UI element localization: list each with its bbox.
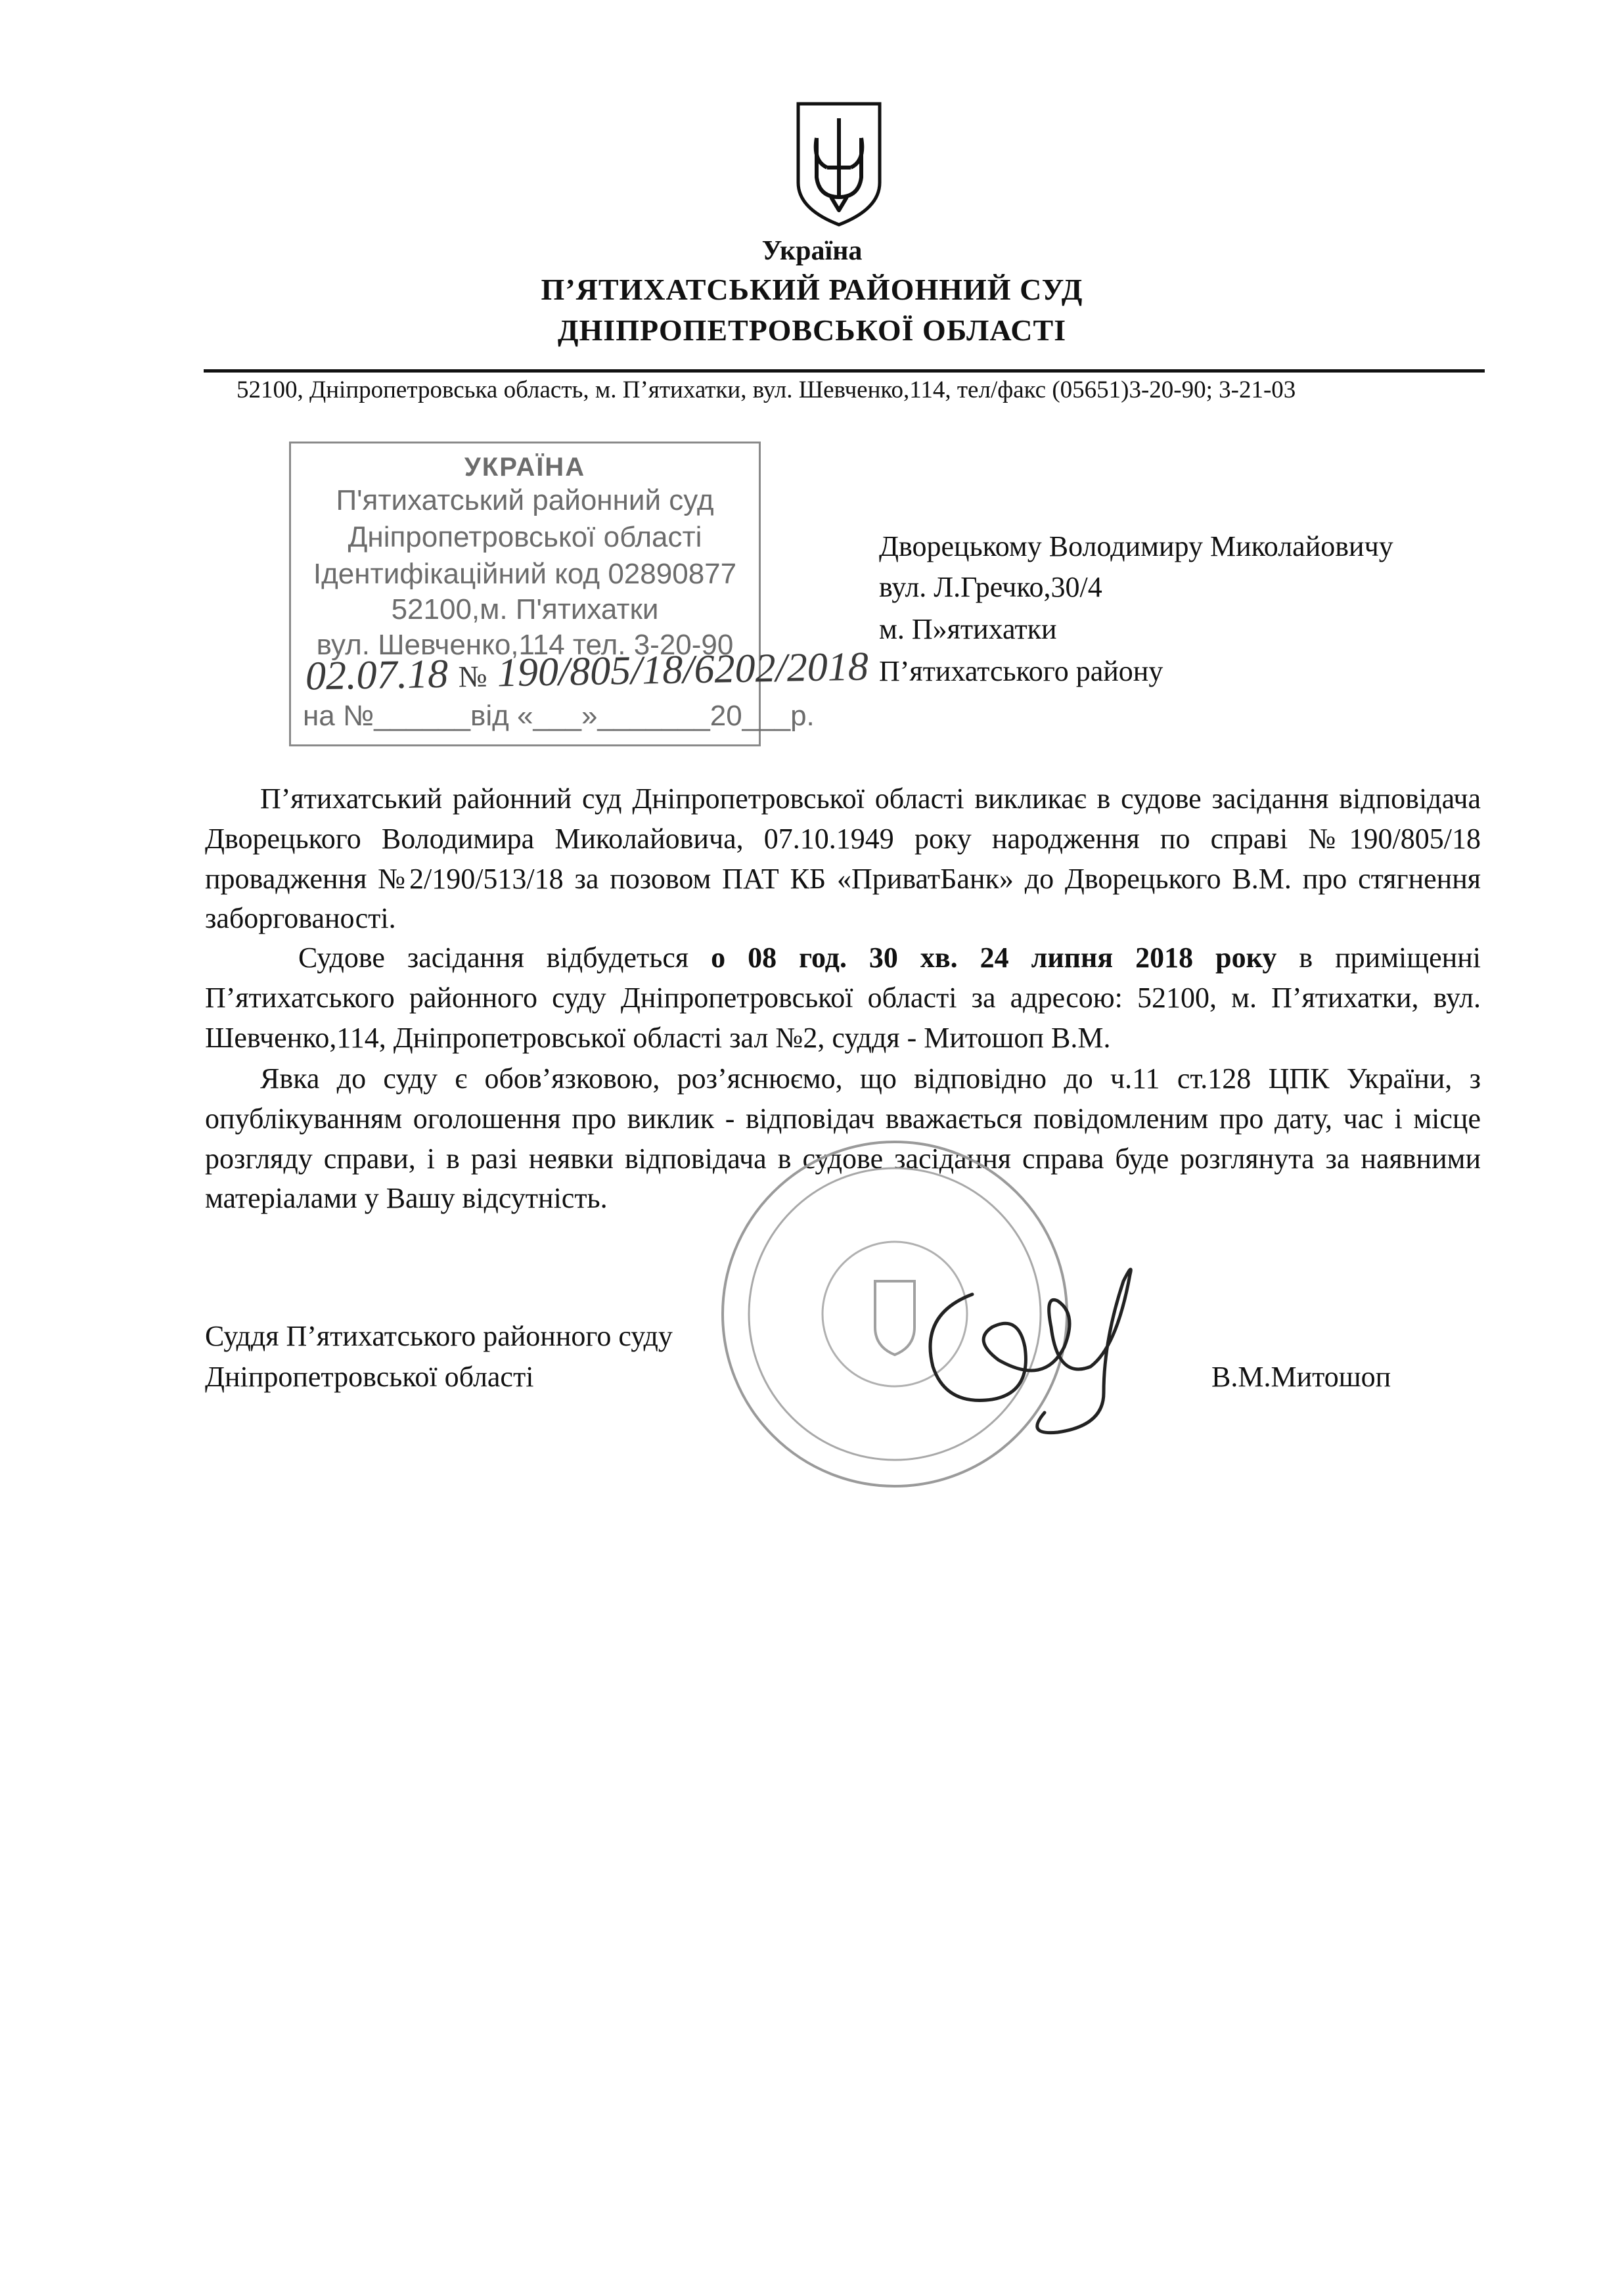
header-divider [204,369,1485,373]
stamp-id-code: Ідентифікаційний код 02890877 [313,558,737,590]
stamp-city: 52100,м. П'ятихатки [391,593,659,625]
stamp-handwritten-entry [305,644,868,700]
coat-of-arms-icon [793,99,885,230]
signatory-region: Дніпропетровської області [205,1361,534,1393]
court-name: П’ЯТИХАТСЬКИЙ РАЙОННИЙ СУД [541,273,1083,306]
handwritten-signature-icon [893,1235,1169,1445]
recipient-city: м. П»ятихатки [879,613,1057,645]
court-address: 52100, Дніпропетровська область, м. П’ятихатки, вул. Шевченко,114, тел/факс (05651)3-20-90; 3-21-03 [237,376,1296,403]
stamp-country: УКРАЇНА [464,453,586,482]
stamp-street: вул. Шевченко,114 тел. 3-20-90 [316,629,734,661]
hearing-intro: Судове засідання відбудеться [298,942,711,974]
paragraph-hearing [205,938,1481,1058]
stamp-number-label: № [458,659,487,694]
recipient-name: Дворецькому Володимиру Миколайовичу [879,530,1393,562]
signatory-title: Суддя П’ятихатського районного суду [205,1320,673,1352]
hearing-details: в приміщенні П’ятихатського районного суду Дніпропетровської області за адресою: 52100, м. П’ятихатки, вул. Шевченко,114, Дніпропетровської області зал №2, суддя - Митошоп В.М. [205,942,1481,1054]
stamp-region: Дніпропетровської області [348,521,702,553]
stamp-date: 02.07.18 [305,651,449,699]
recipient-district: П’ятихатського району [879,655,1163,687]
court-region: ДНІПРОПЕТРОВСЬКОЇ ОБЛАСТІ [557,313,1067,347]
recipient-street: вул. Л.Гречко,30/4 [879,571,1102,603]
hearing-datetime: о 08 год. 30 хв. 24 липня 2018 року [711,942,1277,974]
paragraph-attendance: Явка до суду є обов’язковою, роз’яснюємо, що відповідно до ч.11 ст.128 ЦПК України, з опублікуванням оголошення про виклик - відповідач вважається повідомленим про дату, час і місце розгляду справи, і в разі неявки відповідача в судове засідання справа буде розглянута за наявними матеріалами у Вашу відсутність. [205,1062,1481,1215]
signatory-name: В.М.Митошоп [1211,1361,1391,1393]
registration-stamp [289,442,869,746]
country-name: Україна [761,236,863,266]
stamp-number: 190/805/18/6202/2018 [497,644,869,696]
paragraph-summons: П’ятихатський районний суд Дніпропетровської області викликає в судове засідання відповідача Дворецького Володимира Миколайовича, 07.10.1949 року народження по справі №190/805/18 провадження №2/190/513/18 за позовом ПАТ КБ «ПриватБанк» до Дворецького В.М. про стягнення заборгованості. [205,783,1481,935]
stamp-reply-line: на №______від «___»_______20___р. [303,700,815,732]
stamp-court-name: П'ятихатський районний суд [336,484,714,516]
